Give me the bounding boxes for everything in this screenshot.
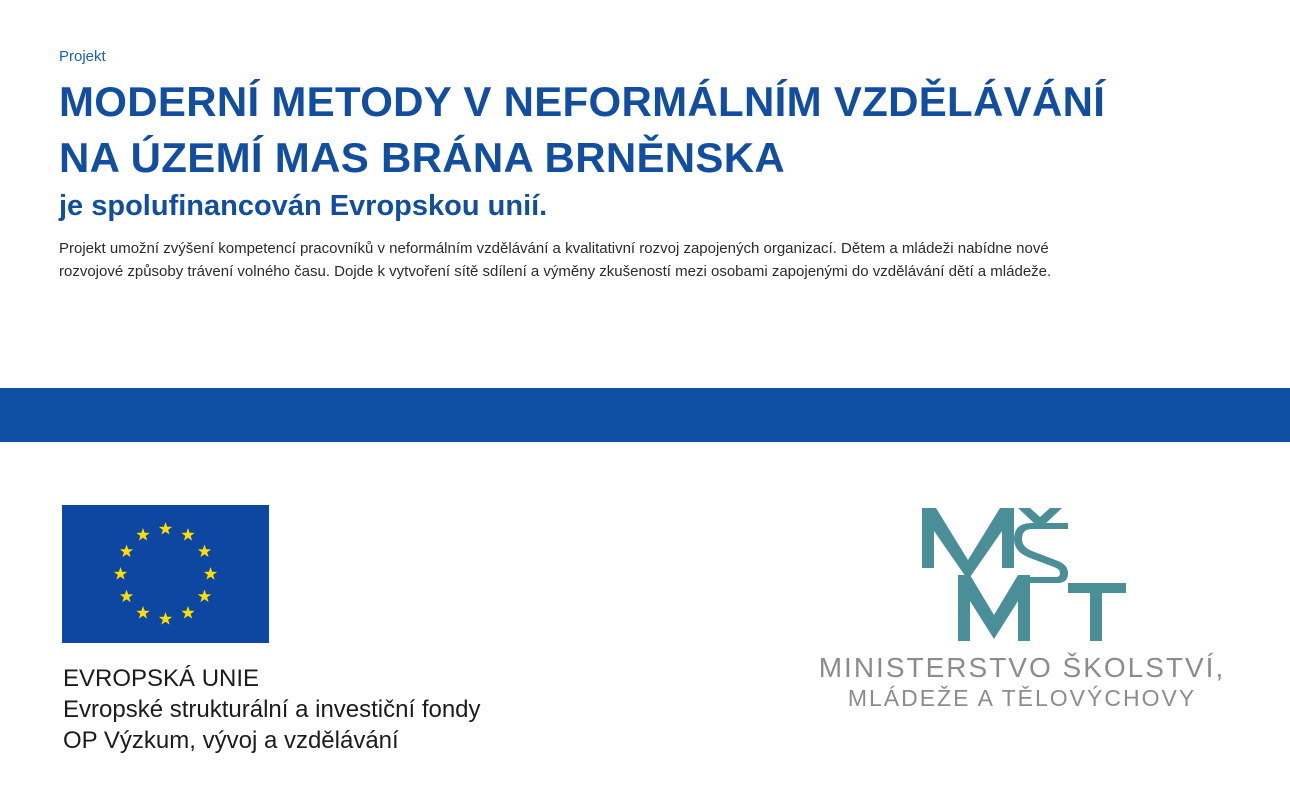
project-title-line: MODERNÍ METODY V NEFORMÁLNÍM VZDĚLÁVÁNÍ: [59, 78, 1106, 125]
msmt-logo: [918, 505, 1130, 643]
project-description: [59, 237, 1229, 283]
msmt-name-line: MLÁDEŽE A TĚLOVÝCHOVY: [847, 685, 1197, 711]
eu-program-text: [63, 663, 481, 756]
project-title-line: NA ÚZEMÍ MAS BRÁNA BRNĚNSKA: [59, 134, 785, 181]
eu-text-line: EVROPSKÁ UNIE: [63, 665, 260, 692]
msmt-name: [812, 652, 1232, 714]
description-line: Projekt umožní zvýšení kompetencí pracovníků v neformálním vzdělávání a kvalitativní rozvoj zapojených organizací. Dětem a mládeži nabídne nové: [59, 240, 1049, 257]
blue-divider-band: [0, 388, 1290, 442]
project-title: [59, 74, 1209, 186]
project-label: Projekt: [59, 48, 106, 65]
eu-text-line: Evropské strukturální a investiční fondy: [63, 696, 481, 723]
msmt-name-line: MINISTERSTVO ŠKOLSTVÍ,: [818, 652, 1226, 683]
description-line: rozvojové způsoby trávení volného času. Dojde k vytvoření sítě sdílení a výměny zkušeností mezi osobami zapojenými do vzdělávání dětí a mládeže.: [59, 263, 1052, 280]
eu-text-line: OP Výzkum, vývoj a vzdělávání: [63, 727, 399, 754]
project-subtitle: je spolufinancován Evropskou unií.: [59, 190, 548, 222]
eu-flag-icon: [62, 505, 269, 643]
